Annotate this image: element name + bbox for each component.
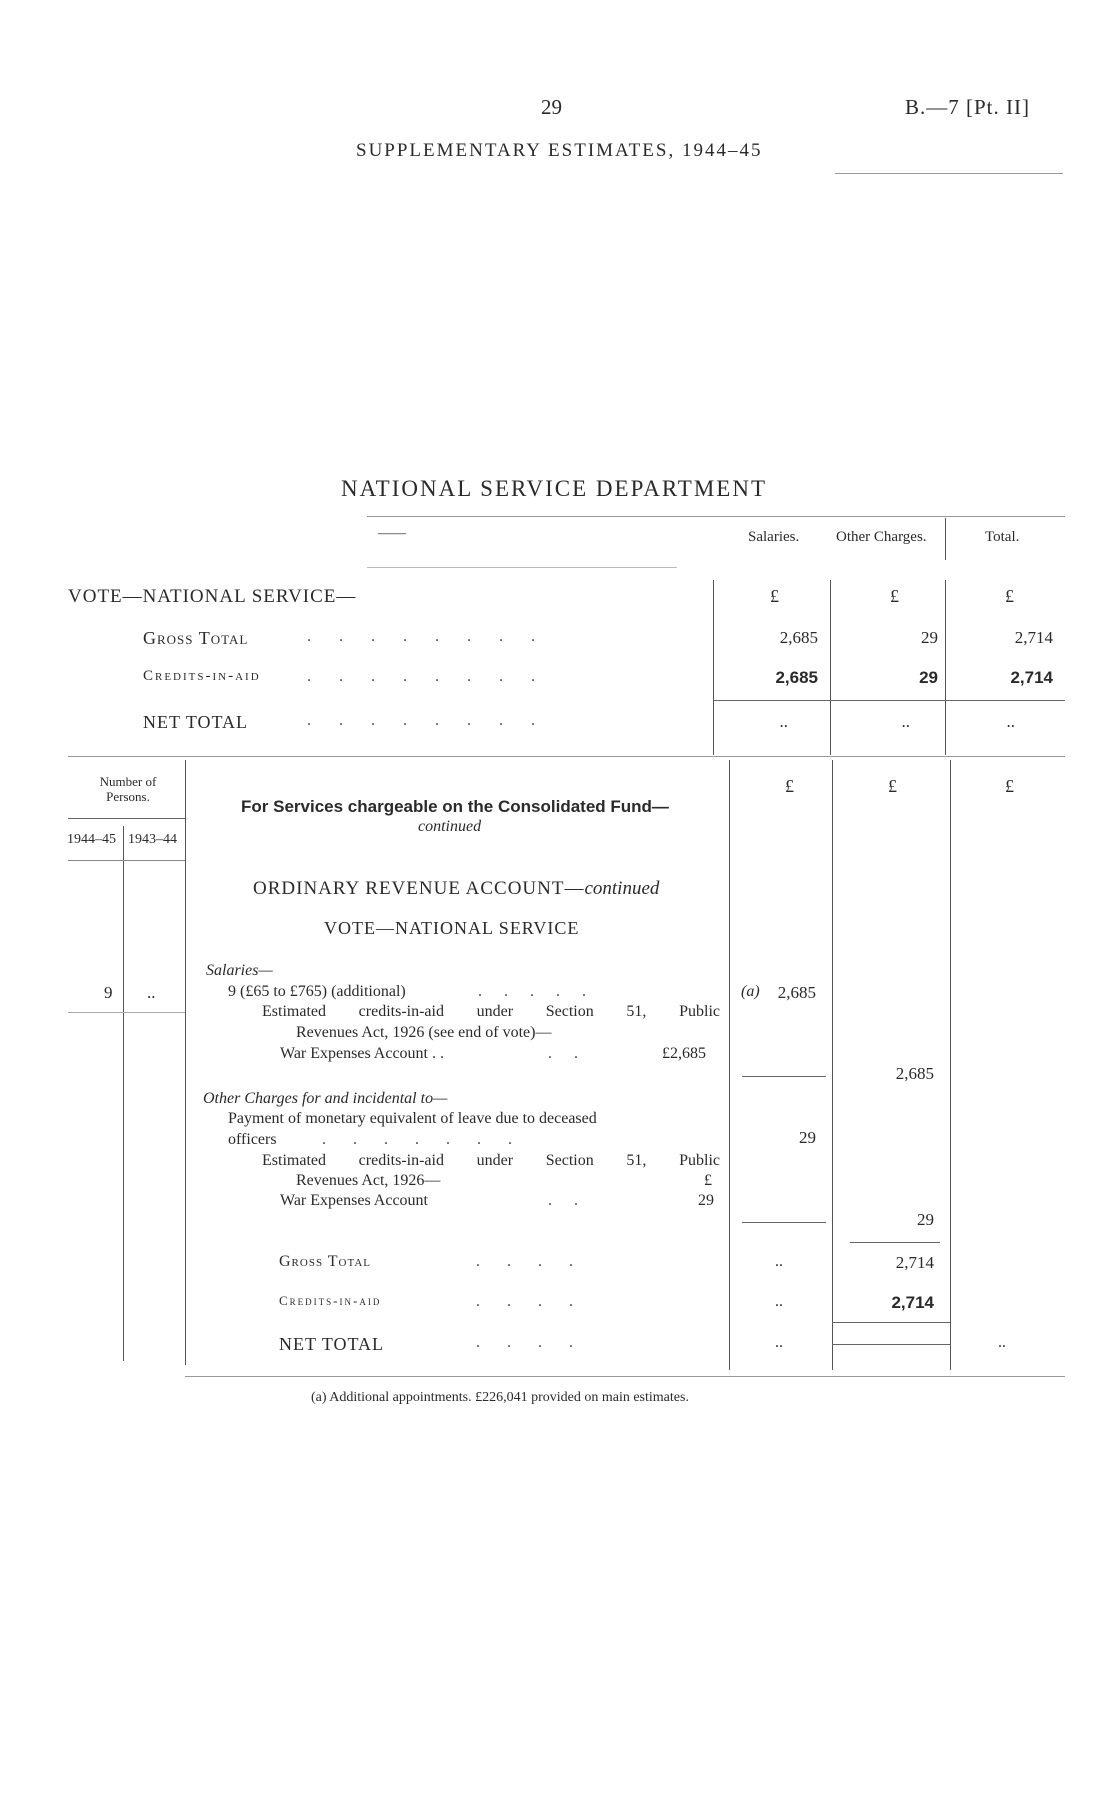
summary-col-line-3 [945, 580, 946, 755]
summary-credits-label: Credits-in-aid [143, 668, 261, 684]
summary-stub-rule [367, 567, 677, 568]
summary-col-line-1 [713, 580, 714, 755]
salaries-line: 9 (£65 to £765) (additional) [228, 983, 406, 1000]
salaries-persons-1943: .. [147, 983, 156, 1002]
leader-dots: ........ [307, 628, 563, 645]
salaries-heading: Salaries— [206, 962, 273, 979]
running-title: SUPPLEMENTARY ESTIMATES, 1944–45 [356, 140, 763, 161]
leader-dots: .... [476, 1293, 600, 1310]
summary-gross-total: 2,714 [1014, 628, 1053, 647]
other-credits-currency: £ [704, 1172, 712, 1189]
credits-amount: £2,685 [662, 1045, 706, 1062]
other-charges-heading: Other Charges for and incidental to— [203, 1090, 448, 1107]
stub-dash: —— [378, 526, 406, 541]
leader-dots: .. [548, 1045, 600, 1062]
persons-header-rule [68, 818, 185, 819]
year-rule [68, 860, 185, 861]
year-1944-45: 1944–45 [67, 832, 116, 847]
salaries-note-marker: (a) [741, 983, 760, 1000]
leader-dots: ..... [478, 983, 608, 1000]
vote-label: VOTE—NATIONAL SERVICE— [68, 586, 357, 607]
services-continued: continued [418, 818, 482, 835]
detail-gross-total-first: .. [775, 1253, 783, 1270]
summary-subtotal-rule [713, 700, 1065, 701]
detail-currency-1: £ [785, 776, 794, 796]
other-value: 29 [799, 1128, 816, 1147]
credits-line-3: War Expenses Account . . [280, 1045, 444, 1062]
summary-net-total: .. [1006, 712, 1015, 731]
page-number: 29 [541, 95, 562, 119]
detail-credits-total-label: Credits-in-aid [279, 1293, 382, 1308]
summary-net-other: .. [901, 712, 910, 731]
detail-net-total-label: NET TOTAL [279, 1334, 385, 1354]
detail-currency-2: £ [888, 776, 897, 796]
leader-dots: .... [476, 1253, 600, 1270]
document-reference: B.—7 [Pt. II] [905, 95, 1030, 119]
detail-net-total-first: .. [775, 1334, 783, 1351]
other-subtotal-rule [742, 1222, 826, 1223]
detail-line-col-3 [950, 760, 951, 1370]
summary-header-divider-1 [945, 518, 946, 560]
year-1943-44: 1943–44 [128, 832, 177, 847]
currency-salaries: £ [770, 586, 779, 606]
other-subtotal: 29 [917, 1210, 934, 1229]
detail-credits-rule [832, 1322, 950, 1323]
summary-net-salaries: .. [779, 712, 788, 731]
col-header-total: Total. [985, 529, 1020, 545]
summary-col-line-2 [830, 580, 831, 755]
services-heading: For Services chargeable on the Consolidated Fund— [241, 797, 669, 816]
salaries-subtotal: 2,685 [895, 1064, 934, 1083]
detail-net-total-last: .. [998, 1334, 1006, 1351]
detail-line-col-2 [832, 760, 833, 1370]
leader-dots: ....... [322, 1131, 539, 1148]
currency-total: £ [1005, 586, 1014, 606]
other-line-2: officers [228, 1131, 277, 1148]
detail-credits-total-first: .. [775, 1293, 783, 1310]
detail-net-rule-1 [832, 1344, 950, 1345]
summary-credits-total: 2,714 [1010, 668, 1053, 687]
summary-credits-salaries: 2,685 [775, 668, 818, 687]
summary-gross-total-label: Gross Total [143, 628, 249, 648]
header-rule [835, 173, 1063, 174]
other-credits-line-3: War Expenses Account [280, 1192, 428, 1209]
other-line-1: Payment of monetary equivalent of leave due to deceased [228, 1110, 597, 1127]
detail-currency-3: £ [1005, 776, 1014, 796]
salaries-persons-1944: 9 [104, 983, 113, 1002]
footnote: (a) Additional appointments. £226,041 provided on main estimates. [311, 1390, 689, 1405]
currency-other: £ [890, 586, 899, 606]
department-title: NATIONAL SERVICE DEPARTMENT [341, 476, 768, 501]
vote-heading: VOTE—NATIONAL SERVICE [324, 918, 580, 938]
detail-line-persons-1 [123, 826, 124, 1361]
other-credits-line-1: Estimated credits-in-aid under Section 51, Public [262, 1152, 720, 1169]
account-heading [253, 878, 659, 900]
summary-net-total-label: NET TOTAL [143, 712, 249, 732]
other-credits-line-2: Revenues Act, 1926— [296, 1172, 441, 1189]
summary-gross-salaries: 2,685 [779, 628, 818, 647]
summary-gross-other: 29 [921, 628, 938, 647]
leader-dots: .... [476, 1334, 600, 1351]
salaries-value: 2,685 [777, 983, 816, 1002]
detail-gross-total-label: Gross Total [279, 1253, 372, 1270]
detail-line-col-1 [729, 760, 730, 1370]
persons-row-rule [68, 1012, 185, 1013]
summary-top-rule [367, 516, 1065, 517]
account-heading-continued: continued [584, 878, 660, 899]
detail-bottom-rule [185, 1376, 1065, 1377]
leader-dots: .. [548, 1192, 600, 1209]
col-header-salaries: Salaries. [748, 529, 800, 545]
detail-line-persons-2 [185, 760, 186, 1365]
persons-header: Number of Persons. [99, 774, 157, 804]
detail-gross-total-value: 2,714 [895, 1253, 934, 1272]
account-heading-text: ORDINARY REVENUE ACCOUNT— [253, 878, 585, 899]
col-header-other-charges: Other Charges. [836, 529, 927, 545]
summary-credits-other: 29 [919, 668, 938, 687]
detail-credits-total-value: 2,714 [891, 1293, 934, 1312]
leader-dots: ........ [307, 668, 563, 685]
credits-line-1: Estimated credits-in-aid under Section 51, Public [262, 1003, 720, 1020]
other-subtotal-rule-2 [850, 1242, 940, 1243]
section-divider [68, 756, 1065, 757]
salaries-subtotal-rule [742, 1076, 826, 1077]
other-credits-amount: 29 [698, 1192, 714, 1209]
leader-dots: ........ [307, 712, 563, 729]
credits-line-2: Revenues Act, 1926 (see end of vote)— [296, 1024, 552, 1041]
